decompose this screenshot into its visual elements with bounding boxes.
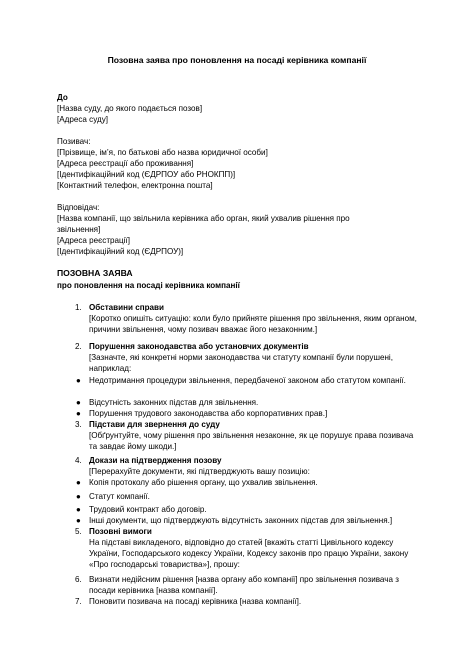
court-label: До [57, 93, 68, 102]
item-text: [Коротко опишіть ситуацію: коли було прийняте рішення про звільнення, яким органом, причини звільнення, чому позивач вважає його незаконним.] [89, 314, 417, 334]
bullet-icon: ● [76, 492, 81, 501]
bullet-icon: ● [76, 376, 81, 385]
item-title: Докази на підтвердження позову [89, 456, 222, 465]
item-text: [Обґрунтуйте, чому рішення про звільнення незаконне, як це порушує права позивача та завдає йому шкоди.] [89, 431, 414, 451]
bullet-item: Копія протоколу або рішення органу, що ухвалив звільнення. [89, 478, 318, 487]
claim-heading: ПОЗОВНА ЗАЯВА [57, 268, 133, 278]
item-title: Позовні вимоги [89, 527, 152, 536]
item-number: 7. [75, 597, 82, 606]
court-name: [Назва суду, до якого подається позов] [57, 104, 203, 113]
bullet-icon: ● [76, 505, 81, 514]
plaintiff-address: [Адреса реєстрації або проживання] [57, 159, 194, 168]
plaintiff-code: [Ідентифікаційний код (ЄДРПОУ або РНОКПП)] [57, 170, 236, 179]
bullet-icon: ● [76, 398, 81, 407]
item-text: [Перерахуйте документи, які підтверджують вашу позицію: [89, 467, 310, 476]
bullet-icon: ● [76, 478, 81, 487]
court-address: [Адреса суду] [57, 115, 109, 124]
item-number: 2. [75, 342, 82, 351]
plaintiff-contact: [Контактний телефон, електронна пошта] [57, 181, 213, 190]
item-number: 5. [75, 527, 82, 536]
document-title: Позовна заява про поновлення на посаді керівника компанії [107, 55, 367, 65]
item-number: 1. [75, 303, 82, 312]
plaintiff-label: Позивач: [57, 137, 91, 146]
item-title: Підстави для звернення до суду [89, 420, 220, 429]
item-title: Порушення законодавства або установчих документів [89, 342, 309, 351]
bullet-icon: ● [76, 409, 81, 418]
claim-subheading: про поновлення на посаді керівника компанії [57, 281, 240, 290]
item-number: 6. [75, 575, 82, 584]
defendant-label: Відповідач: [57, 203, 100, 212]
item-text: На підставі викладеного, відповідно до статей [вкажіть статті Цивільного кодексу України, Господарського кодексу України, Кодексу законів про працю України, закону «Про господарські товариства»], прошу: [89, 538, 409, 569]
bullet-item: Трудовий контракт або договір. [89, 505, 207, 514]
item-number: 3. [75, 420, 82, 429]
item-text: [Зазначте, які конкретні норми законодавства чи статуту компанії були порушені, наприклад: [89, 353, 393, 373]
bullet-item: Інші документи, що підтверджують відсутність законних підстав для звільнення.] [89, 516, 393, 525]
bullet-item: Недотримання процедури звільнення, передбаченої законом або статутом компанії. [89, 376, 406, 385]
item-text: Поновити позивача на посаді керівника [назва компанії]. [89, 597, 302, 606]
bullet-icon: ● [76, 516, 81, 525]
bullet-item: Відсутність законних підстав для звільнення. [89, 398, 259, 407]
item-title: Обставини справи [89, 303, 165, 312]
defendant-address: [Адреса реєстрації] [57, 236, 130, 245]
item-number: 4. [75, 456, 82, 465]
defendant-code: [Ідентифікаційний код (ЄДРПОУ)] [57, 247, 184, 256]
defendant-name: [Назва компанії, що звільнила керівника або орган, який ухвалив рішення про звільнення] [57, 214, 350, 234]
bullet-item: Статут компанії. [89, 492, 150, 501]
bullet-item: Порушення трудового законодавства або корпоративних прав.] [89, 409, 328, 418]
item-text: Визнати недійсним рішення [назва органу або компанії] про звільнення позивача з посади керівника [назва компанії]. [89, 575, 399, 595]
plaintiff-name: [Прізвище, ім’я, по батькові або назва юридичної особи] [57, 148, 268, 157]
